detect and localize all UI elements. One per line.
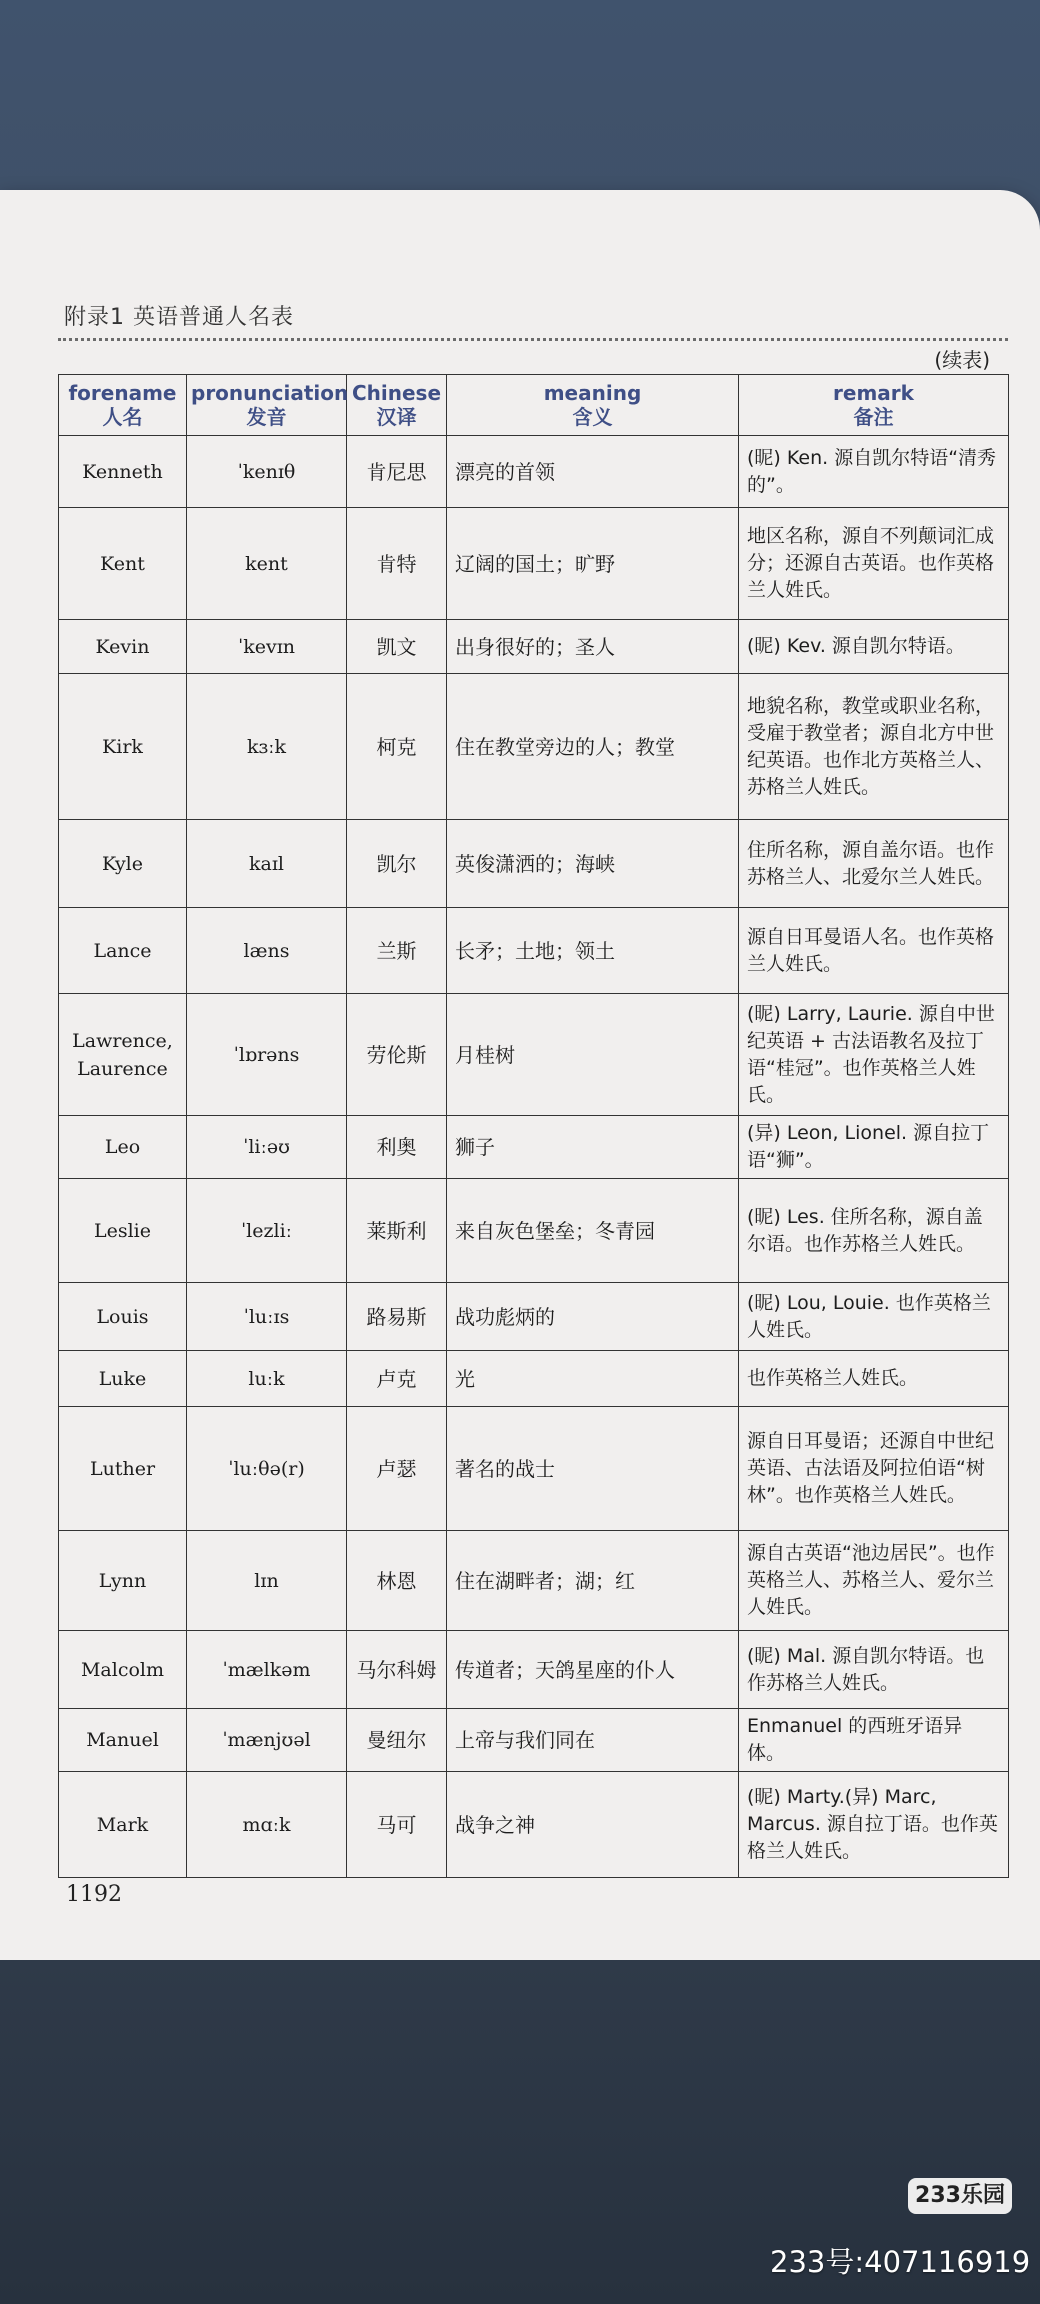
pronunciation-cell: kent [187, 508, 347, 620]
meaning-cell: 上帝与我们同在 [447, 1709, 739, 1772]
page-number: 1192 [66, 1882, 122, 1907]
table-header-row [59, 375, 1009, 436]
remark-cell: 源自古英语“池边居民”。也作英格兰人、苏格兰人、爱尔兰人姓氏。 [739, 1531, 1009, 1631]
chinese-cell: 卢瑟 [347, 1407, 447, 1531]
watermark-text: 233号:407116919 [770, 2245, 1031, 2279]
names-table [58, 374, 1009, 1878]
table-row [59, 436, 1009, 508]
forename-cell: Mark [59, 1772, 187, 1878]
chinese-cell: 肯特 [347, 508, 447, 620]
forename-cell: Leslie [59, 1179, 187, 1283]
pronunciation-cell: ˈkevɪn [187, 620, 347, 674]
forename-cell: Lance [59, 908, 187, 994]
pronunciation-cell: kaɪl [187, 820, 347, 908]
chinese-cell: 路易斯 [347, 1283, 447, 1351]
watermark-logo: 233乐园 [908, 2178, 1012, 2214]
forename-cell: Leo [59, 1116, 187, 1179]
forename-cell: Luther [59, 1407, 187, 1531]
header-pronunciation: pronunciation 发音 [187, 375, 347, 436]
remark-cell: (昵) Mal. 源自凯尔特语。也作苏格兰人姓氏。 [739, 1631, 1009, 1709]
forename-cell: Kyle [59, 820, 187, 908]
meaning-cell: 传道者；天鸽星座的仆人 [447, 1631, 739, 1709]
forename-cell: Kent [59, 508, 187, 620]
table-row [59, 1351, 1009, 1407]
forename-cell: Louis [59, 1283, 187, 1351]
table-row [59, 994, 1009, 1116]
forename-cell: Lawrence, Laurence [59, 994, 187, 1116]
remark-cell: (昵) Les. 住所名称，源自盖尔语。也作苏格兰人姓氏。 [739, 1179, 1009, 1283]
meaning-cell: 英俊潇洒的；海峡 [447, 820, 739, 908]
meaning-cell: 月桂树 [447, 994, 739, 1116]
pronunciation-cell: ˈluːɪs [187, 1283, 347, 1351]
remark-cell: (昵) Kev. 源自凯尔特语。 [739, 620, 1009, 674]
forename-cell: Kevin [59, 620, 187, 674]
pronunciation-cell: kɜːk [187, 674, 347, 820]
remark-cell: 地区名称，源自不列颠词汇成分；还源自古英语。也作英格兰人姓氏。 [739, 508, 1009, 620]
meaning-cell: 漂亮的首领 [447, 436, 739, 508]
remark-cell: (昵) Lou, Louie. 也作英格兰人姓氏。 [739, 1283, 1009, 1351]
remark-cell: (昵) Marty.(异) Marc, Marcus. 源自拉丁语。也作英格兰人姓氏。 [739, 1772, 1009, 1878]
table-row [59, 1116, 1009, 1179]
chinese-cell: 马尔科姆 [347, 1631, 447, 1709]
pronunciation-cell: lɪn [187, 1531, 347, 1631]
forename-cell: Kirk [59, 674, 187, 820]
meaning-cell: 住在湖畔者；湖；红 [447, 1531, 739, 1631]
forename-cell: Manuel [59, 1709, 187, 1772]
table-row [59, 1407, 1009, 1531]
table-row [59, 508, 1009, 620]
pronunciation-cell: ˈluːθə(r) [187, 1407, 347, 1531]
pronunciation-cell: ˈkenɪθ [187, 436, 347, 508]
meaning-cell: 著名的战士 [447, 1407, 739, 1531]
pronunciation-cell: ˈmænjʊəl [187, 1709, 347, 1772]
running-header: 附录1 英语普通人名表 [64, 305, 294, 330]
header-forename: forename 人名 [59, 375, 187, 436]
pronunciation-cell: ˈlezliː [187, 1179, 347, 1283]
meaning-cell: 长矛；土地；领土 [447, 908, 739, 994]
pronunciation-cell: ˈlɒrəns [187, 994, 347, 1116]
meaning-cell: 来自灰色堡垒；冬青园 [447, 1179, 739, 1283]
table-row [59, 1709, 1009, 1772]
meaning-cell: 住在教堂旁边的人；教堂 [447, 674, 739, 820]
meaning-cell: 出身很好的；圣人 [447, 620, 739, 674]
meaning-cell: 辽阔的国土；旷野 [447, 508, 739, 620]
header-chinese: Chinese 汉译 [347, 375, 447, 436]
chinese-cell: 卢克 [347, 1351, 447, 1407]
forename-cell: Lynn [59, 1531, 187, 1631]
meaning-cell: 战功彪炳的 [447, 1283, 739, 1351]
pronunciation-cell: luːk [187, 1351, 347, 1407]
table-row [59, 1531, 1009, 1631]
remark-cell: 也作英格兰人姓氏。 [739, 1351, 1009, 1407]
table-row [59, 1631, 1009, 1709]
chinese-cell: 劳伦斯 [347, 994, 447, 1116]
remark-cell: 住所名称，源自盖尔语。也作苏格兰人、北爱尔兰人姓氏。 [739, 820, 1009, 908]
forename-cell: Luke [59, 1351, 187, 1407]
table-row [59, 674, 1009, 820]
table-row [59, 820, 1009, 908]
chinese-cell: 莱斯利 [347, 1179, 447, 1283]
header-remark: remark 备注 [739, 375, 1009, 436]
chinese-cell: 凯文 [347, 620, 447, 674]
chinese-cell: 柯克 [347, 674, 447, 820]
table-row [59, 1179, 1009, 1283]
forename-cell: Kenneth [59, 436, 187, 508]
remark-cell: 源自日耳曼语；还源自中世纪英语、古法语及阿拉伯语“树林”。也作英格兰人姓氏。 [739, 1407, 1009, 1531]
table-row [59, 1772, 1009, 1878]
remark-cell: (昵) Ken. 源自凯尔特语“清秀的”。 [739, 436, 1009, 508]
header-dotted-rule [58, 338, 1008, 341]
header-meaning: meaning 含义 [447, 375, 739, 436]
pronunciation-cell: ˈliːəʊ [187, 1116, 347, 1179]
pronunciation-cell: læns [187, 908, 347, 994]
remark-cell: 地貌名称，教堂或职业名称，受雇于教堂者；源自北方中世纪英语。也作北方英格兰人、苏格兰人姓氏。 [739, 674, 1009, 820]
table-row [59, 620, 1009, 674]
meaning-cell: 狮子 [447, 1116, 739, 1179]
table-row [59, 908, 1009, 994]
meaning-cell: 光 [447, 1351, 739, 1407]
remark-cell: (昵) Larry, Laurie. 源自中世纪英语 + 古法语教名及拉丁语“桂冠”。也作英格兰人姓氏。 [739, 994, 1009, 1116]
forename-cell: Malcolm [59, 1631, 187, 1709]
remark-cell: 源自日耳曼语人名。也作英格兰人姓氏。 [739, 908, 1009, 994]
pronunciation-cell: ˈmælkəm [187, 1631, 347, 1709]
chinese-cell: 林恩 [347, 1531, 447, 1631]
remark-cell: (异) Leon, Lionel. 源自拉丁语“狮”。 [739, 1116, 1009, 1179]
remark-cell: Enmanuel 的西班牙语异体。 [739, 1709, 1009, 1772]
table-row [59, 1283, 1009, 1351]
chinese-cell: 曼纽尔 [347, 1709, 447, 1772]
continued-label: (续表) [934, 348, 990, 372]
chinese-cell: 利奥 [347, 1116, 447, 1179]
chinese-cell: 马可 [347, 1772, 447, 1878]
pronunciation-cell: mɑːk [187, 1772, 347, 1878]
chinese-cell: 肯尼思 [347, 436, 447, 508]
meaning-cell: 战争之神 [447, 1772, 739, 1878]
chinese-cell: 兰斯 [347, 908, 447, 994]
chinese-cell: 凯尔 [347, 820, 447, 908]
